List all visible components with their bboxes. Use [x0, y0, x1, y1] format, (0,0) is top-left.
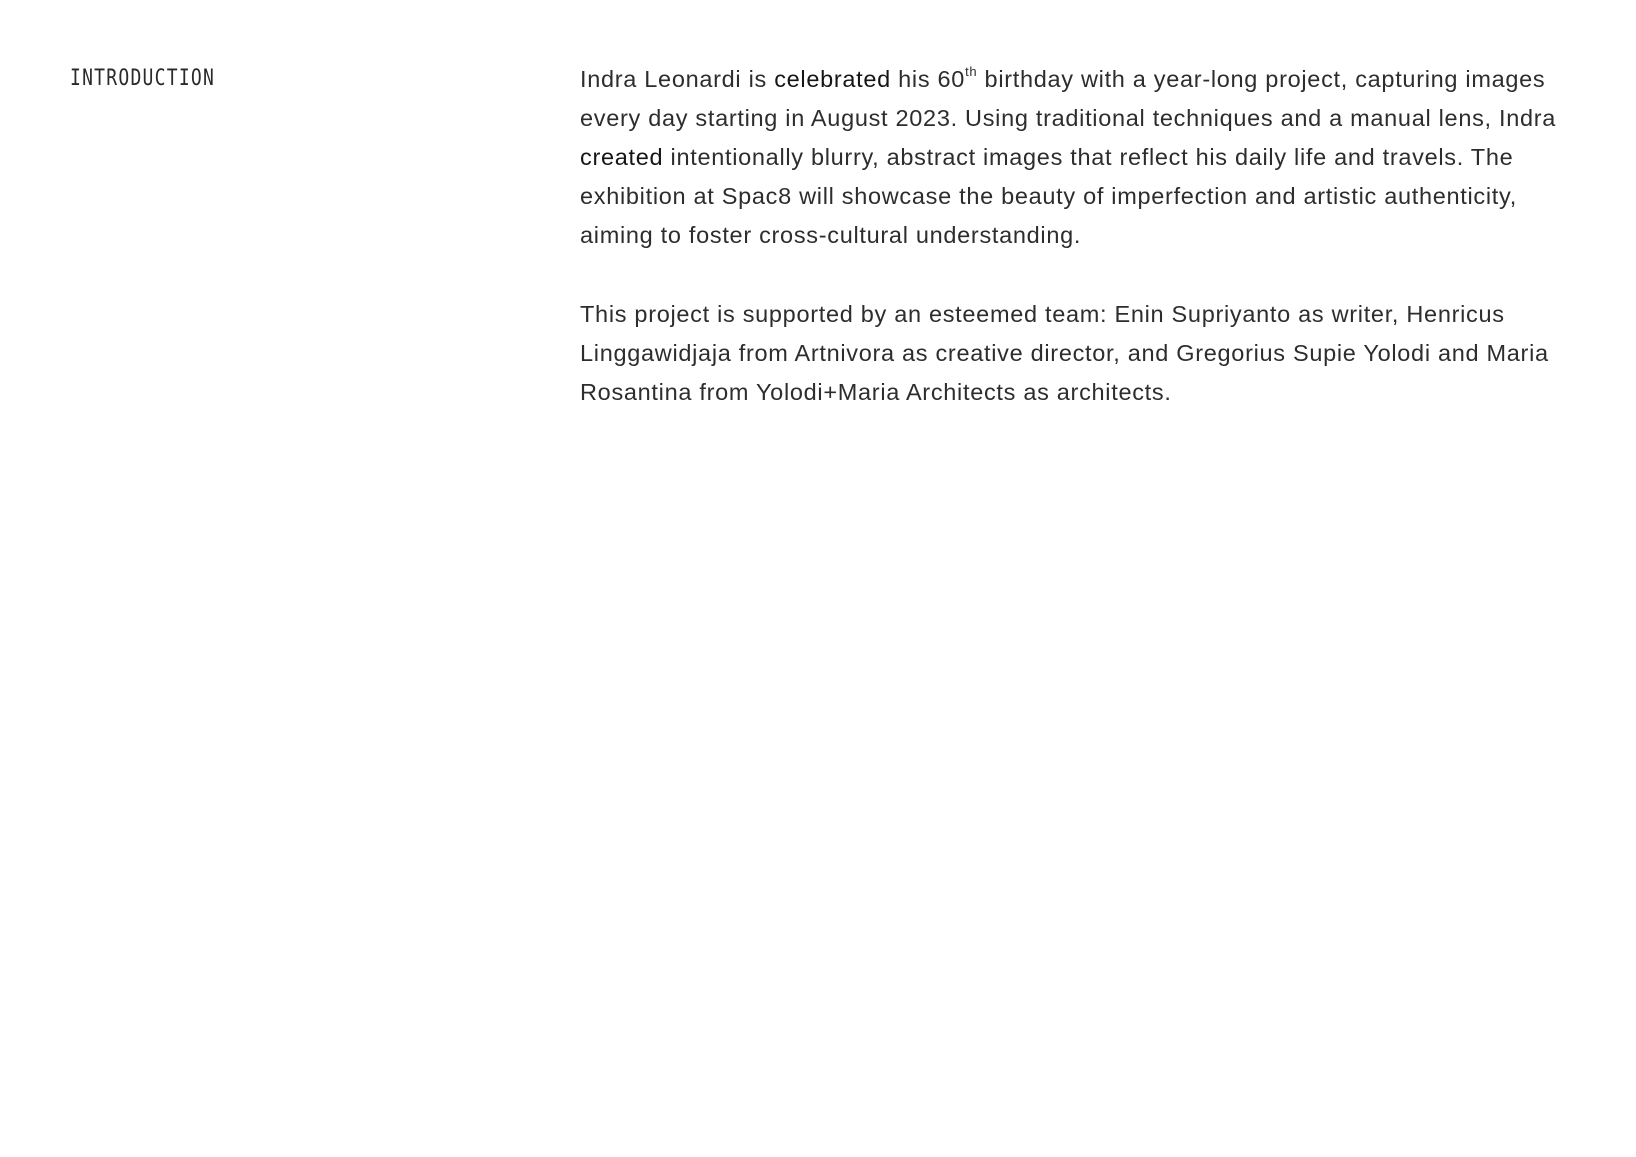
introduction-body: [580, 60, 1580, 412]
intro-text-emphasis: celebrated: [774, 66, 891, 92]
intro-paragraph-2: This project is supported by an esteemed team: Enin Supriyanto as writer, Henricus Linggawidjaja from Artnivora as creative director, and Gregorius Supie Yolodi and Maria Rosantina from Yolodi+Maria Architects as architects.: [580, 301, 1549, 405]
intro-text-emphasis: created: [580, 144, 664, 170]
intro-text-part: birthday with a year-long project, capturing images every day starting in August 2023. Using traditional techniques and a manual lens, Indra: [580, 66, 1557, 131]
intro-paragraph-1: [580, 60, 1580, 255]
intro-text-part: his 60: [890, 66, 966, 92]
intro-text-part: Indra Leonardi is: [580, 66, 775, 92]
intro-text-part: intentionally blurry, abstract images that reflect his daily life and travels. The exhibition at Spac8 will showcase the beauty of imperfection and artistic authenticity, aiming to foster cross-cultural understanding.: [580, 144, 1517, 248]
section-heading-introduction: INTRODUCTION: [70, 66, 216, 91]
ordinal-suffix: th: [965, 64, 978, 79]
